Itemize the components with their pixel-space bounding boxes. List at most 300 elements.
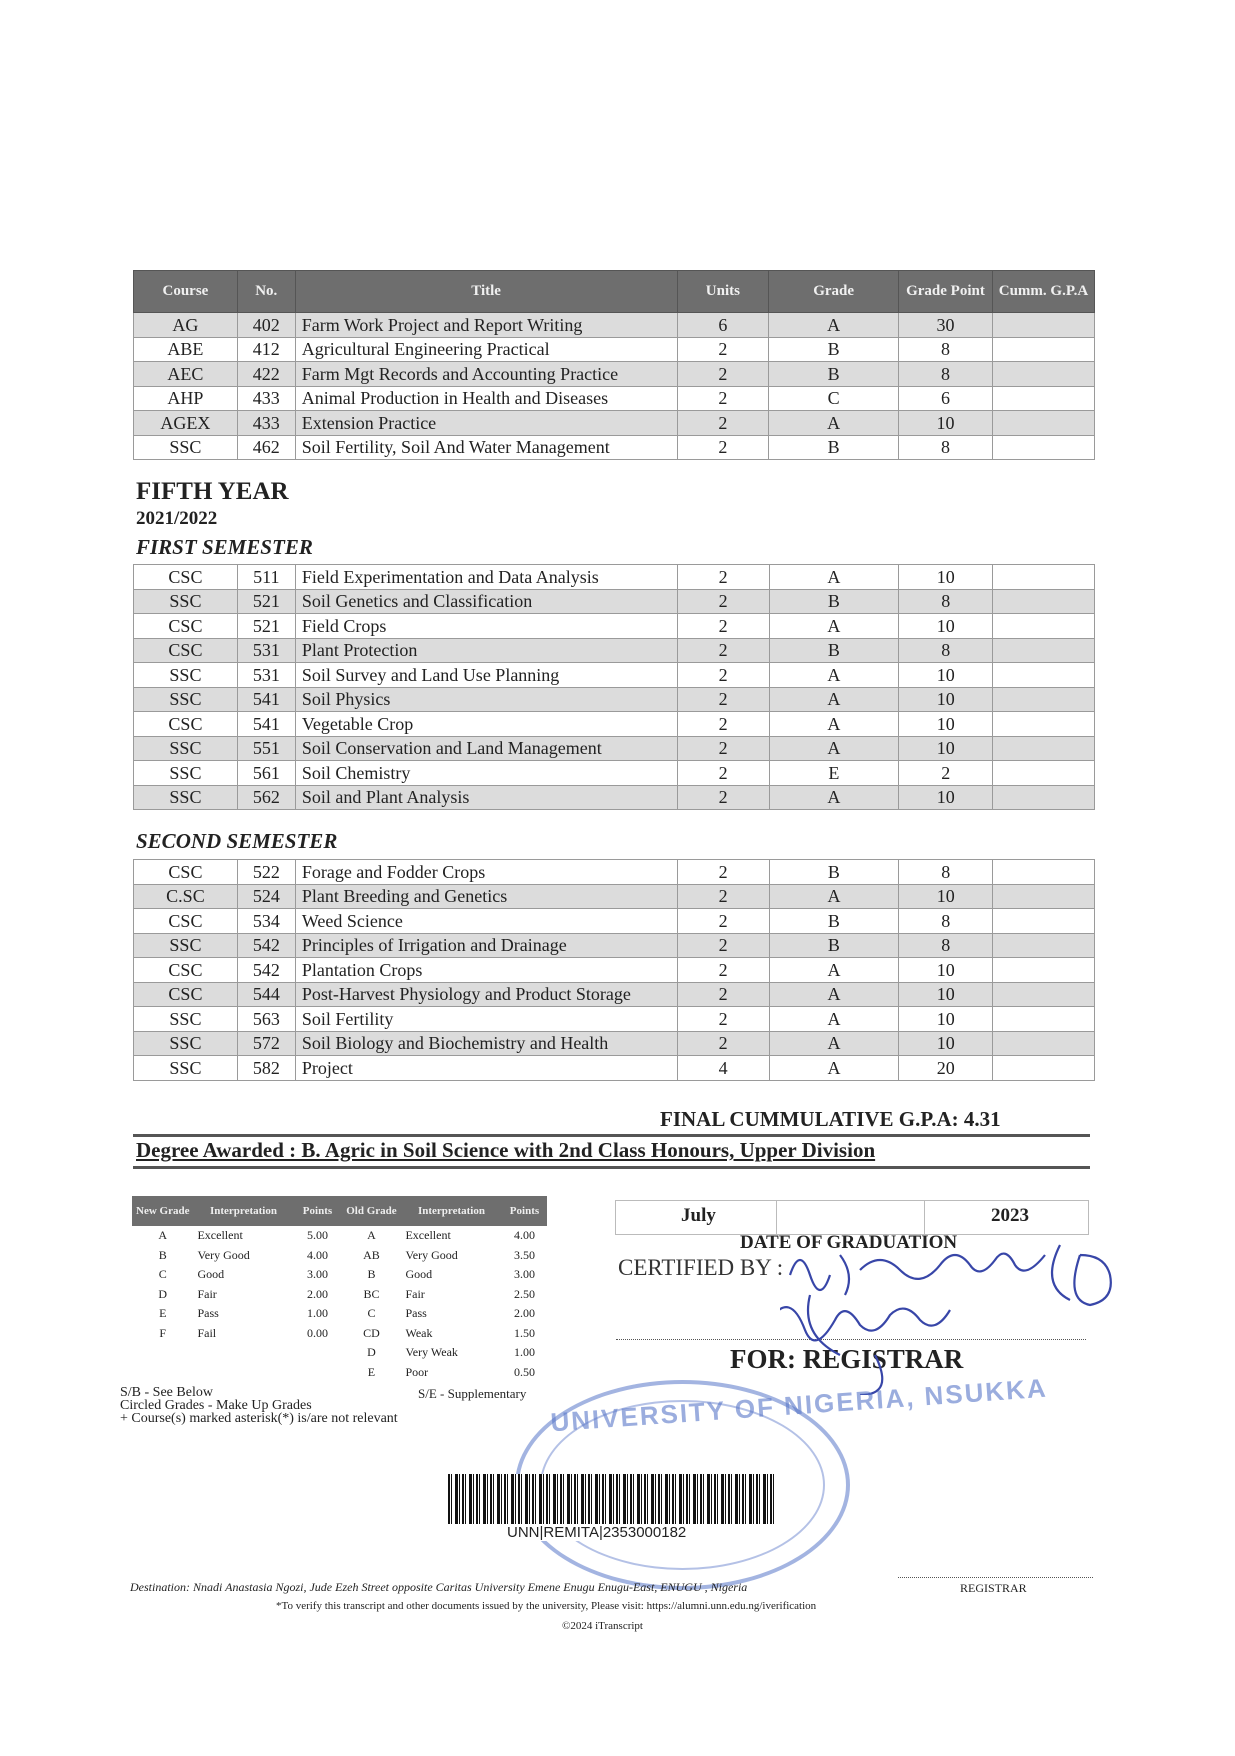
grade-key-row <box>132 1304 547 1324</box>
first-semester-course-table <box>133 564 1095 810</box>
new-grade-cell <box>132 1363 193 1383</box>
course-code-cell: CSC <box>134 712 238 737</box>
course-code-cell: AGEX <box>134 411 238 436</box>
units-cell: 2 <box>677 1031 769 1056</box>
units-cell: 2 <box>677 958 769 983</box>
course-title-cell: Soil Conservation and Land Management <box>295 736 677 761</box>
course-code-cell: SSC <box>134 435 238 460</box>
header-title: Title <box>295 271 677 313</box>
second-semester-heading: SECOND SEMESTER <box>136 829 338 853</box>
course-title-cell: Agricultural Engineering Practical <box>295 337 677 362</box>
grade-point-cell: 10 <box>899 565 993 590</box>
footer-destination: Destination: Nnadi Anastasia Ngozi, Jude Ezeh Street opposite Caritas University Emene Enugu Enugu-East, ENUGU , Nigeria <box>130 1580 748 1594</box>
grade-cell: B <box>769 638 899 663</box>
old-points-cell: 2.00 <box>513 1306 535 1321</box>
grade-key-header-row <box>132 1196 547 1226</box>
grade-key-row <box>132 1324 547 1344</box>
date-of-graduation-label: DATE OF GRADUATION <box>740 1232 958 1253</box>
new-interpretation-cell: Fail <box>197 1325 217 1340</box>
grade-point-cell: 10 <box>899 958 993 983</box>
cumm-gpa-cell <box>993 663 1095 688</box>
table-row <box>134 435 1095 460</box>
new-points-cell: 5.00 <box>306 1228 328 1243</box>
grade-point-cell: 8 <box>899 589 993 614</box>
old-grade-cell: CD <box>363 1325 380 1340</box>
table-row <box>134 860 1095 885</box>
cumm-gpa-cell <box>993 884 1095 909</box>
table-row <box>134 761 1095 786</box>
table-row <box>134 1056 1095 1081</box>
cumm-gpa-cell <box>992 313 1094 338</box>
stamp-text: UNIVERSITY OF NIGERIA, NSUKKA <box>549 1372 1049 1438</box>
units-cell: 4 <box>677 1056 769 1081</box>
course-code-cell: ABE <box>134 337 238 362</box>
course-number-cell: 542 <box>237 933 295 958</box>
course-title-cell: Extension Practice <box>295 411 677 436</box>
second-semester-course-table <box>133 859 1095 1081</box>
cumm-gpa-cell <box>993 589 1095 614</box>
new-grade-cell <box>132 1343 193 1363</box>
footer-verify-note: *To verify this transcript and other documents issued by the university, Please visit: https://alumni.unn.edu.ng/iverification <box>276 1600 817 1612</box>
header-cumm-gpa: Cumm. G.P.A <box>992 271 1094 313</box>
cumm-gpa-cell <box>993 785 1095 810</box>
old-interpretation-cell: Very Good <box>405 1247 458 1262</box>
units-cell: 2 <box>677 589 769 614</box>
grade-point-cell: 10 <box>899 1031 993 1056</box>
new-points-cell: 1.00 <box>306 1306 328 1321</box>
old-interpretation-cell: Very Weak <box>405 1345 458 1360</box>
course-code-cell: SSC <box>134 589 238 614</box>
grade-key-header-points-old: Points <box>501 1196 547 1226</box>
grade-point-cell: 8 <box>899 638 993 663</box>
units-cell: 2 <box>677 860 769 885</box>
course-title-cell: Soil Survey and Land Use Planning <box>295 663 677 688</box>
final-cumulative-gpa: FINAL CUMMULATIVE G.P.A: 4.31 <box>660 1107 1001 1131</box>
certified-by-label: CERTIFIED BY : <box>618 1255 784 1280</box>
grade-point-cell: 10 <box>899 663 993 688</box>
degree-awarded: Degree Awarded : B. Agric in Soil Science with 2nd Class Honours, Upper Division <box>136 1138 876 1162</box>
grade-point-cell: 8 <box>899 933 993 958</box>
grade-point-cell: 8 <box>898 435 992 460</box>
table-row <box>134 362 1095 387</box>
graduation-month: July <box>681 1205 716 1226</box>
course-title-cell: Soil Chemistry <box>295 761 677 786</box>
old-grade-cell: BC <box>363 1286 380 1301</box>
course-number-cell: 542 <box>237 958 295 983</box>
course-code-cell: SSC <box>134 933 238 958</box>
grade-cell: B <box>769 933 899 958</box>
grade-key-row <box>132 1226 547 1246</box>
course-number-cell: 561 <box>237 761 295 786</box>
course-code-cell: AEC <box>134 362 238 387</box>
units-cell: 2 <box>677 638 769 663</box>
grade-cell: C <box>769 386 899 411</box>
course-number-cell: 563 <box>237 1007 295 1032</box>
footer-copyright: ©2024 iTranscript <box>562 1620 643 1632</box>
grade-key-row <box>132 1343 547 1363</box>
grade-point-cell: 10 <box>899 785 993 810</box>
note-circled-grades: Circled Grades - Make Up Grades <box>120 1398 312 1413</box>
barcode <box>448 1474 774 1524</box>
grade-key-header-interpretation-old: Interpretation <box>401 1196 501 1226</box>
units-cell: 2 <box>677 884 769 909</box>
header-course: Course <box>134 271 238 313</box>
signature-icon <box>780 1215 1220 1395</box>
course-title-cell: Post-Harvest Physiology and Product Storage <box>295 982 677 1007</box>
cumm-gpa-cell <box>992 411 1094 436</box>
units-cell: 2 <box>677 614 769 639</box>
units-cell: 2 <box>677 435 769 460</box>
table-row <box>134 933 1095 958</box>
units-cell: 2 <box>677 411 769 436</box>
course-number-cell: 541 <box>237 687 295 712</box>
course-title-cell: Soil and Plant Analysis <box>295 785 677 810</box>
new-points-cell <box>293 1343 341 1363</box>
barcode-text: UNN|REMITA|2353000182 <box>507 1524 687 1541</box>
grade-cell: B <box>769 362 899 387</box>
course-title-cell: Project <box>295 1056 677 1081</box>
units-cell: 6 <box>677 313 769 338</box>
cumm-gpa-cell <box>993 982 1095 1007</box>
cumm-gpa-cell <box>993 565 1095 590</box>
new-interpretation-cell: Fair <box>197 1286 217 1301</box>
new-grade-cell: D <box>158 1286 168 1301</box>
course-number-cell: 531 <box>237 663 295 688</box>
course-number-cell: 433 <box>237 386 295 411</box>
table-row <box>134 313 1095 338</box>
grade-cell: A <box>769 712 899 737</box>
new-points-cell: 3.00 <box>306 1267 328 1282</box>
graduation-year: 2023 <box>991 1205 1029 1226</box>
grade-key-table <box>132 1196 547 1382</box>
units-cell: 2 <box>677 712 769 737</box>
course-number-cell: 562 <box>237 785 295 810</box>
course-title-cell: Weed Science <box>295 909 677 934</box>
grade-cell: A <box>769 565 899 590</box>
course-code-cell: SSC <box>134 785 238 810</box>
grade-cell: A <box>769 614 899 639</box>
grade-point-cell: 10 <box>899 736 993 761</box>
course-code-cell: AHP <box>134 386 238 411</box>
course-number-cell: 462 <box>237 435 295 460</box>
grade-point-cell: 10 <box>899 614 993 639</box>
new-interpretation-cell <box>193 1363 293 1383</box>
new-grade-cell: A <box>158 1228 168 1243</box>
grade-cell: B <box>769 909 899 934</box>
course-title-cell: Forage and Fodder Crops <box>295 860 677 885</box>
course-number-cell: 524 <box>237 884 295 909</box>
table-header-row <box>134 271 1095 313</box>
units-cell: 2 <box>677 565 769 590</box>
cumm-gpa-cell <box>993 1007 1095 1032</box>
grade-cell: B <box>769 435 899 460</box>
grade-cell: E <box>769 761 899 786</box>
course-title-cell: Farm Work Project and Report Writing <box>295 313 677 338</box>
course-code-cell: CSC <box>134 614 238 639</box>
units-cell: 2 <box>677 362 769 387</box>
first-semester-heading: FIRST SEMESTER <box>136 535 313 559</box>
new-points-cell: 0.00 <box>306 1325 328 1340</box>
grade-cell: B <box>769 860 899 885</box>
grade-cell: A <box>769 1031 899 1056</box>
course-number-cell: 541 <box>237 712 295 737</box>
new-grade-cell: C <box>158 1267 167 1282</box>
old-grade-cell: A <box>367 1228 376 1243</box>
grade-cell: A <box>769 1007 899 1032</box>
cumm-gpa-cell <box>993 860 1095 885</box>
course-title-cell: Soil Fertility <box>295 1007 677 1032</box>
grade-cell: A <box>769 687 899 712</box>
new-grade-cell: E <box>159 1306 167 1321</box>
header-no: No. <box>237 271 295 313</box>
new-points-cell: 2.00 <box>306 1286 328 1301</box>
course-title-cell: Farm Mgt Records and Accounting Practice <box>295 362 677 387</box>
table-row <box>134 589 1095 614</box>
units-cell: 2 <box>677 663 769 688</box>
old-grade-cell: AB <box>363 1247 380 1262</box>
grade-point-cell: 6 <box>898 386 992 411</box>
course-title-cell: Field Experimentation and Data Analysis <box>295 565 677 590</box>
course-title-cell: Soil Biology and Biochemistry and Health <box>295 1031 677 1056</box>
header-units: Units <box>677 271 769 313</box>
cumm-gpa-cell <box>993 687 1095 712</box>
course-code-cell: CSC <box>134 909 238 934</box>
table-row <box>134 736 1095 761</box>
grade-key-header-points: Points <box>293 1196 341 1226</box>
units-cell: 2 <box>677 337 769 362</box>
course-code-cell: CSC <box>134 958 238 983</box>
header-grade: Grade <box>769 271 899 313</box>
units-cell: 2 <box>677 933 769 958</box>
grade-notes <box>120 1386 420 1425</box>
course-code-cell: CSC <box>134 638 238 663</box>
course-code-cell: AG <box>134 313 238 338</box>
old-interpretation-cell: Poor <box>405 1364 429 1379</box>
new-points-cell: 4.00 <box>306 1247 328 1262</box>
old-grade-cell: B <box>367 1267 376 1282</box>
prev-year-course-table <box>133 270 1095 460</box>
table-row <box>134 958 1095 983</box>
course-number-cell: 522 <box>237 860 295 885</box>
course-number-cell: 531 <box>237 638 295 663</box>
new-points-cell <box>293 1363 341 1383</box>
cumm-gpa-cell <box>993 761 1095 786</box>
course-number-cell: 422 <box>237 362 295 387</box>
grade-point-cell: 10 <box>898 411 992 436</box>
header-grade-point: Grade Point <box>898 271 992 313</box>
new-interpretation-cell: Very Good <box>197 1247 250 1262</box>
grade-cell: A <box>769 958 899 983</box>
table-row <box>134 411 1095 436</box>
grade-key-row <box>132 1363 547 1383</box>
divider-line-bottom <box>133 1166 1090 1169</box>
course-title-cell: Field Crops <box>295 614 677 639</box>
grade-point-cell: 10 <box>899 1007 993 1032</box>
grade-cell: A <box>769 736 899 761</box>
table-row <box>134 663 1095 688</box>
course-number-cell: 551 <box>237 736 295 761</box>
course-title-cell: Plantation Crops <box>295 958 677 983</box>
old-grade-cell: D <box>367 1345 376 1360</box>
new-grade-cell: F <box>159 1325 167 1340</box>
grade-point-cell: 8 <box>899 860 993 885</box>
grade-point-cell: 8 <box>898 362 992 387</box>
course-code-cell: SSC <box>134 1007 238 1032</box>
new-interpretation-cell: Good <box>197 1267 225 1282</box>
old-interpretation-cell: Good <box>405 1267 433 1282</box>
table-row <box>134 982 1095 1007</box>
old-points-cell: 4.00 <box>513 1228 535 1243</box>
grade-cell: B <box>769 337 899 362</box>
table-row <box>134 638 1095 663</box>
table-row <box>134 909 1095 934</box>
units-cell: 2 <box>677 386 769 411</box>
grade-key-row <box>132 1265 547 1285</box>
footer-registrar: REGISTRAR <box>960 1581 1027 1595</box>
course-code-cell: CSC <box>134 982 238 1007</box>
cumm-gpa-cell <box>993 933 1095 958</box>
course-title-cell: Soil Fertility, Soil And Water Management <box>295 435 677 460</box>
session-label: 2021/2022 <box>136 508 218 529</box>
table-row <box>134 785 1095 810</box>
table-row <box>134 1007 1095 1032</box>
table-row <box>134 337 1095 362</box>
units-cell: 2 <box>677 736 769 761</box>
grade-key-header-old-grade: Old Grade <box>341 1196 401 1226</box>
grade-cell: A <box>769 785 899 810</box>
table-row <box>134 884 1095 909</box>
old-grade-cell: E <box>367 1364 376 1379</box>
grade-cell: A <box>769 313 899 338</box>
course-number-cell: 534 <box>237 909 295 934</box>
course-number-cell: 412 <box>237 337 295 362</box>
for-registrar-label: FOR: REGISTRAR <box>730 1344 964 1374</box>
table-row <box>134 687 1095 712</box>
units-cell: 2 <box>677 687 769 712</box>
course-title-cell: Plant Protection <box>295 638 677 663</box>
course-number-cell: 582 <box>237 1056 295 1081</box>
note-see-below: S/B - See Below <box>120 1385 213 1400</box>
new-interpretation-cell: Excellent <box>197 1228 243 1243</box>
course-title-cell: Vegetable Crop <box>295 712 677 737</box>
new-grade-cell: B <box>158 1247 167 1262</box>
grade-point-cell: 30 <box>898 313 992 338</box>
grade-key-header-new-grade: New Grade <box>132 1196 193 1226</box>
old-points-cell: 1.50 <box>513 1325 535 1340</box>
course-number-cell: 521 <box>237 589 295 614</box>
table-row <box>134 565 1095 590</box>
cumm-gpa-cell <box>992 362 1094 387</box>
course-number-cell: 433 <box>237 411 295 436</box>
course-code-cell: CSC <box>134 565 238 590</box>
cumm-gpa-cell <box>993 1031 1095 1056</box>
course-code-cell: SSC <box>134 1056 238 1081</box>
course-number-cell: 521 <box>237 614 295 639</box>
grade-cell: A <box>769 411 899 436</box>
old-points-cell: 3.00 <box>513 1267 535 1282</box>
note-asterisk: + Course(s) marked asterisk(*) is/are not relevant <box>120 1411 398 1426</box>
grade-key-header-interpretation: Interpretation <box>193 1196 293 1226</box>
old-points-cell: 1.00 <box>513 1345 535 1360</box>
divider-line <box>133 1134 1090 1137</box>
course-code-cell: C.SC <box>134 884 238 909</box>
new-interpretation-cell <box>193 1343 293 1363</box>
units-cell: 2 <box>677 785 769 810</box>
old-interpretation-cell: Pass <box>405 1306 427 1321</box>
course-code-cell: SSC <box>134 1031 238 1056</box>
course-code-cell: CSC <box>134 860 238 885</box>
course-title-cell: Plant Breeding and Genetics <box>295 884 677 909</box>
old-interpretation-cell: Weak <box>405 1325 433 1340</box>
old-interpretation-cell: Fair <box>405 1286 425 1301</box>
grade-key-row <box>132 1285 547 1305</box>
table-row <box>134 614 1095 639</box>
course-title-cell: Soil Genetics and Classification <box>295 589 677 614</box>
grade-point-cell: 2 <box>899 761 993 786</box>
grade-point-cell: 10 <box>899 884 993 909</box>
units-cell: 2 <box>677 761 769 786</box>
cumm-gpa-cell <box>993 614 1095 639</box>
grade-point-cell: 10 <box>899 982 993 1007</box>
cumm-gpa-cell <box>993 909 1095 934</box>
table-row <box>134 712 1095 737</box>
cumm-gpa-cell <box>992 435 1094 460</box>
new-interpretation-cell: Pass <box>197 1306 219 1321</box>
cumm-gpa-cell <box>993 736 1095 761</box>
cumm-gpa-cell <box>992 386 1094 411</box>
grade-point-cell: 10 <box>899 687 993 712</box>
units-cell: 2 <box>677 982 769 1007</box>
course-title-cell: Soil Physics <box>295 687 677 712</box>
course-number-cell: 511 <box>237 565 295 590</box>
cumm-gpa-cell <box>993 958 1095 983</box>
old-points-cell: 3.50 <box>513 1247 535 1262</box>
grade-cell: A <box>769 982 899 1007</box>
course-number-cell: 402 <box>237 313 295 338</box>
footer-registrar-line <box>898 1577 1093 1578</box>
grade-cell: A <box>769 1056 899 1081</box>
grade-cell: A <box>769 663 899 688</box>
units-cell: 2 <box>677 909 769 934</box>
course-code-cell: SSC <box>134 663 238 688</box>
grade-point-cell: 8 <box>899 909 993 934</box>
table-row <box>134 386 1095 411</box>
cumm-gpa-cell <box>993 712 1095 737</box>
note-supplementary: S/E - Supplementary <box>418 1386 527 1401</box>
course-code-cell: SSC <box>134 736 238 761</box>
table-row <box>134 1031 1095 1056</box>
old-points-cell: 0.50 <box>513 1364 535 1379</box>
fifth-year-heading: FIFTH YEAR <box>136 478 289 505</box>
cumm-gpa-cell <box>992 337 1094 362</box>
grade-cell: A <box>769 884 899 909</box>
cumm-gpa-cell <box>993 638 1095 663</box>
old-points-cell: 2.50 <box>513 1286 535 1301</box>
course-code-cell: SSC <box>134 687 238 712</box>
cumm-gpa-cell <box>993 1056 1095 1081</box>
grade-point-cell: 10 <box>899 712 993 737</box>
grade-cell: B <box>769 589 899 614</box>
course-number-cell: 572 <box>237 1031 295 1056</box>
course-number-cell: 544 <box>237 982 295 1007</box>
course-code-cell: SSC <box>134 761 238 786</box>
old-grade-cell: C <box>367 1306 376 1321</box>
old-interpretation-cell: Excellent <box>405 1228 451 1243</box>
grade-key-row <box>132 1246 547 1266</box>
course-title-cell: Animal Production in Health and Diseases <box>295 386 677 411</box>
grade-point-cell: 8 <box>898 337 992 362</box>
grade-point-cell: 20 <box>899 1056 993 1081</box>
